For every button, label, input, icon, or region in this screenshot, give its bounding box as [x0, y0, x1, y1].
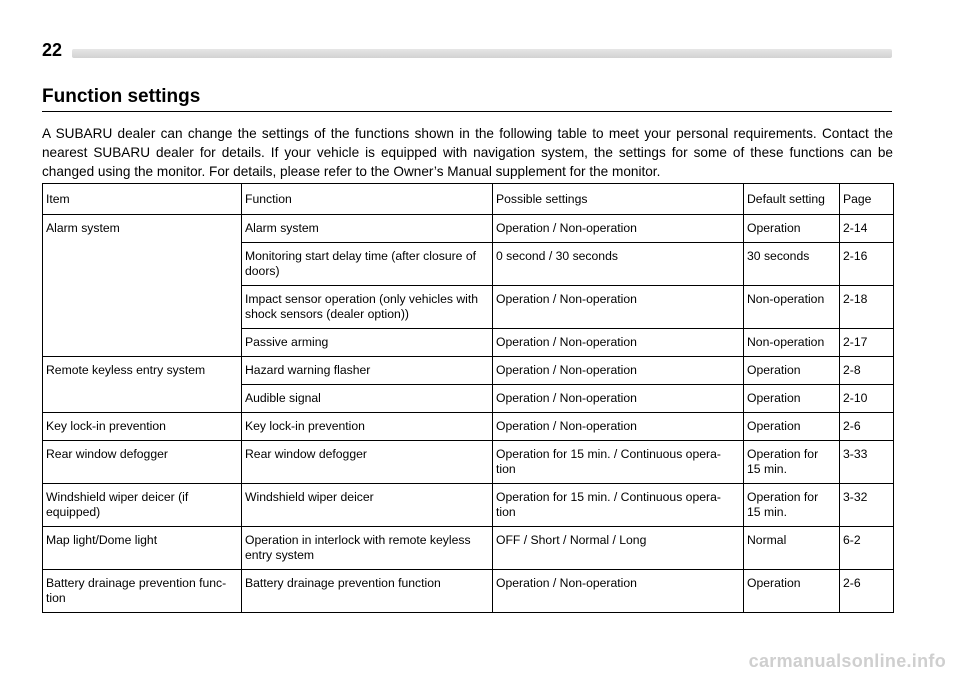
cell-item: Map light/Dome light: [43, 527, 242, 570]
table-row: [43, 570, 894, 613]
cell-item: Alarm system: [43, 215, 242, 357]
cell-default: Normal: [744, 527, 840, 570]
cell-default: Operation: [744, 215, 840, 243]
function-settings-table: [42, 183, 894, 613]
cell-settings: Operation / Non-operation: [493, 413, 744, 441]
cell-default: Non-operation: [744, 286, 840, 329]
cell-item: Battery drainage prevention func-tion: [43, 570, 242, 613]
cell-function: Rear window defogger: [242, 441, 493, 484]
cell-settings: Operation / Non-operation: [493, 570, 744, 613]
header-function: Function: [242, 184, 493, 215]
cell-page: 2-6: [840, 413, 894, 441]
cell-settings: Operation / Non-operation: [493, 286, 744, 329]
section-title: Function settings: [42, 86, 201, 107]
cell-default: 30 seconds: [744, 243, 840, 286]
header-item: Item: [43, 184, 242, 215]
cell-item: Windshield wiper deicer (if equipped): [43, 484, 242, 527]
cell-page: 6-2: [840, 527, 894, 570]
cell-item: Remote keyless entry system: [43, 357, 242, 413]
cell-page: 3-32: [840, 484, 894, 527]
cell-settings: Operation / Non-operation: [493, 215, 744, 243]
cell-page: 2-10: [840, 385, 894, 413]
cell-function: Audible signal: [242, 385, 493, 413]
cell-settings: Operation for 15 min. / Continuous opera-tion: [493, 441, 744, 484]
cell-settings: Operation / Non-operation: [493, 329, 744, 357]
cell-settings: Operation for 15 min. / Continuous opera-tion: [493, 484, 744, 527]
cell-page: 2-17: [840, 329, 894, 357]
header-possible-settings: Possible settings: [493, 184, 744, 215]
table-row: [43, 215, 894, 243]
cell-settings: Operation / Non-operation: [493, 357, 744, 385]
cell-function: Key lock-in prevention: [242, 413, 493, 441]
cell-default: Operation: [744, 385, 840, 413]
cell-function: Hazard warning flasher: [242, 357, 493, 385]
cell-function: Windshield wiper deicer: [242, 484, 493, 527]
cell-default: Operation: [744, 357, 840, 385]
cell-default: Operation for 15 min.: [744, 484, 840, 527]
cell-page: 2-18: [840, 286, 894, 329]
header-default-setting: Default setting: [744, 184, 840, 215]
title-underline: [42, 111, 892, 112]
cell-default: Operation: [744, 413, 840, 441]
table-row: [43, 484, 894, 527]
table-row: [43, 357, 894, 385]
cell-function: Monitoring start delay time (after closure of doors): [242, 243, 493, 286]
table-header-row: [43, 184, 894, 215]
cell-function: Battery drainage prevention function: [242, 570, 493, 613]
cell-page: 2-14: [840, 215, 894, 243]
cell-page: 2-8: [840, 357, 894, 385]
cell-settings: 0 second / 30 seconds: [493, 243, 744, 286]
table-row: [43, 413, 894, 441]
header-rule: [72, 49, 892, 58]
cell-item: Rear window defogger: [43, 441, 242, 484]
cell-default: Operation: [744, 570, 840, 613]
page-number: 22: [42, 40, 63, 60]
cell-page: 2-16: [840, 243, 894, 286]
cell-settings: OFF / Short / Normal / Long: [493, 527, 744, 570]
cell-default: Non-operation: [744, 329, 840, 357]
cell-page: 3-33: [840, 441, 894, 484]
table-row: [43, 527, 894, 570]
cell-function: Passive arming: [242, 329, 493, 357]
cell-page: 2-6: [840, 570, 894, 613]
cell-default: Operation for 15 min.: [744, 441, 840, 484]
cell-function: Alarm system: [242, 215, 493, 243]
cell-function: Impact sensor operation (only vehicles with shock sensors (dealer option)): [242, 286, 493, 329]
table-row: [43, 441, 894, 484]
cell-settings: Operation / Non-operation: [493, 385, 744, 413]
cell-item: Key lock-in prevention: [43, 413, 242, 441]
header-page: Page: [840, 184, 894, 215]
watermark-text: carmanualsonline.info: [748, 651, 946, 671]
cell-function: Operation in interlock with remote keyless entry system: [242, 527, 493, 570]
intro-paragraph: A SUBARU dealer can change the settings of the functions shown in the following table to meet your personal requirements. Contact the nearest SUBARU dealer for details. If your vehicle is equipped with navigation system, the settings for some of these functions can be changed using the monitor. For details, please refer to the Owner’s Manual supplement for the monitor.: [42, 126, 893, 179]
